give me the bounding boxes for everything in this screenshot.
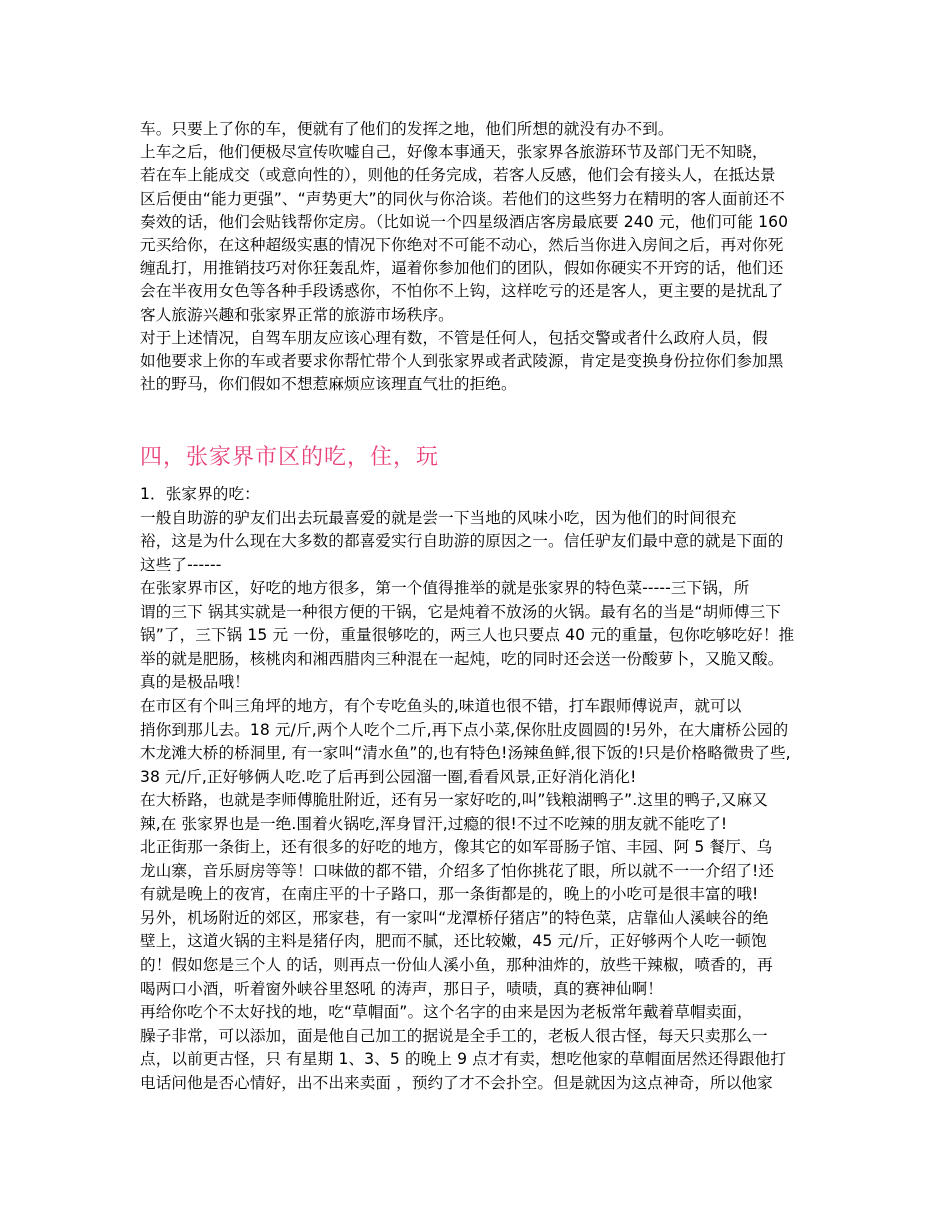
text-line: 38 元/斤,正好够俩人吃.吃了后再到公园溜一圈,看看风景,正好消化消化! <box>140 767 637 786</box>
text-line: 社的野马，你们假如不想惹麻烦应该理直气壮的拒绝。 <box>140 375 517 394</box>
text-line: 会在半夜用女色等各种手段诱惑你，不怕你不上钩，这样吃亏的还是客人，更主要的是扰乱了 <box>140 282 784 301</box>
text-line: 木龙滩大桥的桥洞里, 有一家叫“清水鱼”的,也有特色!汤辣鱼鲜,很下饭的!只是价格略微贵了些, <box>140 744 791 763</box>
text-line: 若在车上能成交（或意向性的），则他的任务完成，若客人反感，他们会有接头人，在抵达景 <box>140 166 776 185</box>
text-line: 壁上，这道火锅的主料是猪仔肉，肥而不腻，还比较嫩，45 元/斤，正好够两个人吃一顿饱 <box>140 932 767 951</box>
text-line: 举的就是肥肠，核桃肉和湘西腊肉三种混在一起炖，吃的同时还会送一份酸萝卜，又脆又酸。 <box>140 649 784 668</box>
text-line: 捎你到那儿去。18 元/斤,两个人吃个二斤,再下点小菜,保你肚皮圆圆的!另外，在大庸桥公园的 <box>140 720 789 739</box>
text-line: 区后便由“能力更强”、“声势更大”的同伙与你洽谈。若他们的这些努力在精明的客人面前还不 <box>140 189 785 208</box>
text-line: 在张家界市区，好吃的地方很多，第一个值得推举的就是张家界的特色菜-----三下锅，所 <box>140 579 750 598</box>
text-line: 在市区有个叫三角坪的地方，有个专吃鱼头的,味道也很不错，打车跟师傅说声，就可以 <box>140 696 742 715</box>
text-line: 车。只要上了你的车，便就有了他们的发挥之地，他们所想的就没有办不到。 <box>140 120 674 138</box>
text-line: 点，以前更古怪，只 有星期 1、3、5 的晚上 9 点才有卖，想吃他家的草帽面居然还得跟他打 <box>140 1050 787 1069</box>
section-heading: 四，张家界市区的吃，住，玩 <box>140 445 440 470</box>
text-line: 再给你吃个不太好找的地，吃“草帽面”。这个名字的由来是因为老板常年戴着草帽卖面， <box>140 1003 753 1022</box>
text-line: 奏效的话，他们会贴钱帮你定房。（比如说一个四星级酒店客房最底要 240 元，他们可能 160 <box>140 212 789 231</box>
text-line: 1．张家界的吃： <box>140 485 260 503</box>
text-line: 北正街那一条街上，还有很多的好吃的地方，像其它的如军哥肠子馆、丰园、阿 5 餐厅、乌 <box>140 838 773 857</box>
text-line: 谓的三下 锅其实就是一种很方便的干锅，它是炖着不放汤的火锅。最有名的当是“胡师傅三下 <box>140 602 781 621</box>
text-line: 对于上述情况，自驾车朋友应该心理有数，不管是任何人，包括交警或者什么政府人员，假 <box>140 328 768 347</box>
text-line: 真的是极品哦！ <box>140 673 250 692</box>
text-line: 如他要求上你的车或者要求你帮忙带个人到张家界或者武陵源，肯定是变换身份拉你们参加黑 <box>140 352 784 370</box>
text-line: 裕，这是为什么现在大多数的都喜爱实行自助游的原因之一。信任驴友们最中意的就是下面的 <box>140 532 784 551</box>
text-line: 喝两口小酒，听着窗外峡谷里怒吼 的涛声，那日子，啧啧，真的赛神仙啊！ <box>140 979 663 998</box>
text-line: 另外，机场附近的郊区，邢家巷，有一家叫“龙潭桥仔猪店”的特色菜，店靠仙人溪峡谷的绝 <box>140 908 769 927</box>
text-line: 有就是晚上的夜宵，在南庄平的十子路口，那一条街都是的，晚上的小吃可是很丰富的哦! <box>140 885 759 904</box>
text-line: 电话问他是否心情好，出不出来卖面 ，预约了才不会扑空。但是就因为这点神奇，所以他家 <box>140 1073 773 1092</box>
text-line: 这些了------ <box>140 555 222 574</box>
text-line: 的！假如您是三个人 的话，则再点一份仙人溪小鱼，那种油炸的，放些干辣椒，喷香的，再 <box>140 956 773 974</box>
text-line: 客人旅游兴趣和张家界正常的旅游市场秩序。 <box>140 305 454 324</box>
text-line: 一般自助游的驴友们出去玩最喜爱的就是尝一下当地的风味小吃，因为他们的时间很充 <box>140 508 737 527</box>
text-line: 辣,在 张家界也是一绝.围着火锅吃,浑身冒汗,过瘾的很!不过不吃辣的朋友就不能吃了! <box>140 814 728 833</box>
text-line: 臊子非常，可以添加，面是他自己加工的据说是全手工的，老板人很古怪，每天只卖那么一 <box>140 1026 768 1045</box>
text-line: 龙山寨，音乐厨房等等！口味做的都不错，介绍多了怕你挑花了眼，所以就不一一介绍了!还 <box>140 861 775 880</box>
text-line: 元买给你，在这种超级实惠的情况下你绝对不可能不动心，然后当你进入房间之后，再对你死 <box>140 236 784 254</box>
text-line: 缠乱打，用推销技巧对你狂轰乱炸，逼着你参加他们的团队，假如你硬实不开窍的话，他们还 <box>140 259 784 278</box>
text-line: 在大桥路，也就是李师傅脆肚附近，还有另一家好吃的,叫”钱粮湖鸭子”.这里的鸭子,又麻又 <box>140 791 768 810</box>
text-line: 锅”了，三下锅 15 元 一份，重量很够吃的，两三人也只要点 40 元的重量，包你吃够吃好！推 <box>140 626 795 645</box>
text-line: 上车之后，他们便极尽宣传吹嘘自己，好像本事通天，张家界各旅游环节及部门无不知晓， <box>140 143 768 162</box>
